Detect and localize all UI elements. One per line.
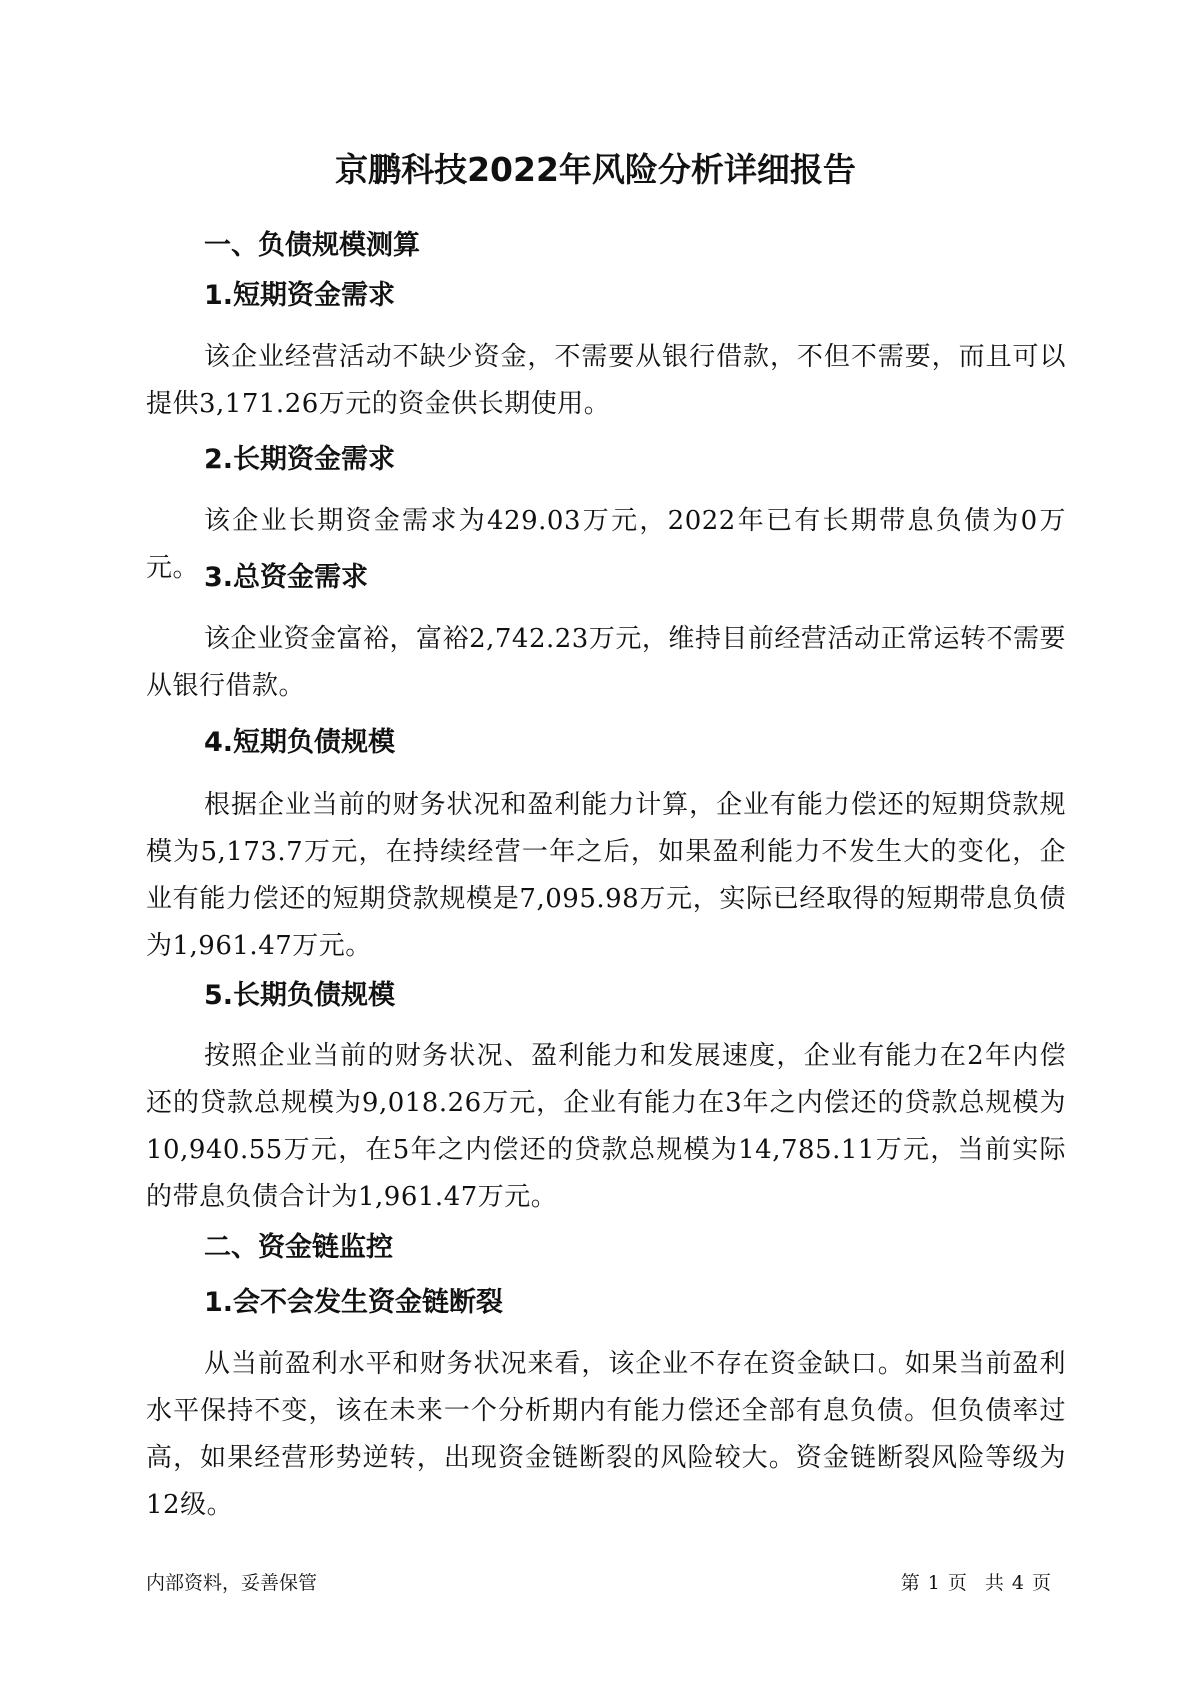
- page-mid: 页: [947, 1572, 967, 1594]
- subsection-heading-total-capital: 3.总资金需求: [204, 562, 369, 593]
- page-total: 4: [1011, 1572, 1024, 1594]
- subsection-heading-short-term-capital: 1.短期资金需求: [204, 280, 396, 311]
- paragraph-long-term-capital: 该企业长期资金需求为429.03万元，2022年已有长期带息负债为0万元。: [146, 506, 1066, 583]
- paragraph-short-term-debt: 根据企业当前的财务状况和盈利能力计算，企业有能力偿还的短期贷款规模为5,173.7万元，在持续经营一年之后，如果盈利能力不发生大的变化，企业有能力偿还的短期贷款规模是7,095.98万元，实际已经取得的短期带息负债为1,961.47万元。: [146, 790, 1066, 961]
- footer-confidential-note: 内部资料，妥善保管: [146, 1572, 318, 1594]
- paragraph-cash-chain-break: 从当前盈利水平和财务状况来看，该企业不存在资金缺口。如果当前盈利水平保持不变，该在未来一个分析期内有能力偿还全部有息负债。但负债率过高，如果经营形势逆转，出现资金链断裂的风险较大。资金链断裂风险等级为12级。: [146, 1349, 1066, 1520]
- paragraph-short-term-capital: 该企业经营活动不缺少资金，不需要从银行借款，不但不需要，而且可以提供3,171.26万元的资金供长期使用。: [146, 342, 1066, 419]
- page-current: 1: [927, 1572, 940, 1594]
- document-title: 京鹏科技2022年风险分析详细报告: [335, 150, 856, 189]
- subsection-heading-cash-chain-break: 1.会不会发生资金链断裂: [204, 1287, 504, 1318]
- page-suffix: 页: [1031, 1572, 1051, 1594]
- subsection-heading-long-term-capital: 2.长期资金需求: [204, 444, 396, 475]
- subsection-heading-short-term-debt: 4.短期负债规模: [204, 727, 396, 758]
- section-heading-cash-chain: 二、资金链监控: [204, 1232, 393, 1263]
- page-total-prefix: 共: [984, 1572, 1004, 1594]
- footer-page-number: [901, 1570, 1051, 1596]
- paragraph-total-capital: 该企业资金富裕，富裕2,742.23万元，维持目前经营活动正常运转不需要从银行借款。: [146, 624, 1066, 701]
- paragraph-long-term-debt: 按照企业当前的财务状况、盈利能力和发展速度，企业有能力在2年内偿还的贷款总规模为9,018.26万元，企业有能力在3年之内偿还的贷款总规模为10,940.55万元，在5年之内偿还的贷款总规模为14,785.11万元，当前实际的带息负债合计为1,961.47万元。: [146, 1041, 1066, 1212]
- subsection-heading-long-term-debt: 5.长期负债规模: [204, 980, 396, 1011]
- section-heading-debt-scale: 一、负债规模测算: [204, 230, 420, 261]
- page-prefix: 第: [900, 1572, 920, 1594]
